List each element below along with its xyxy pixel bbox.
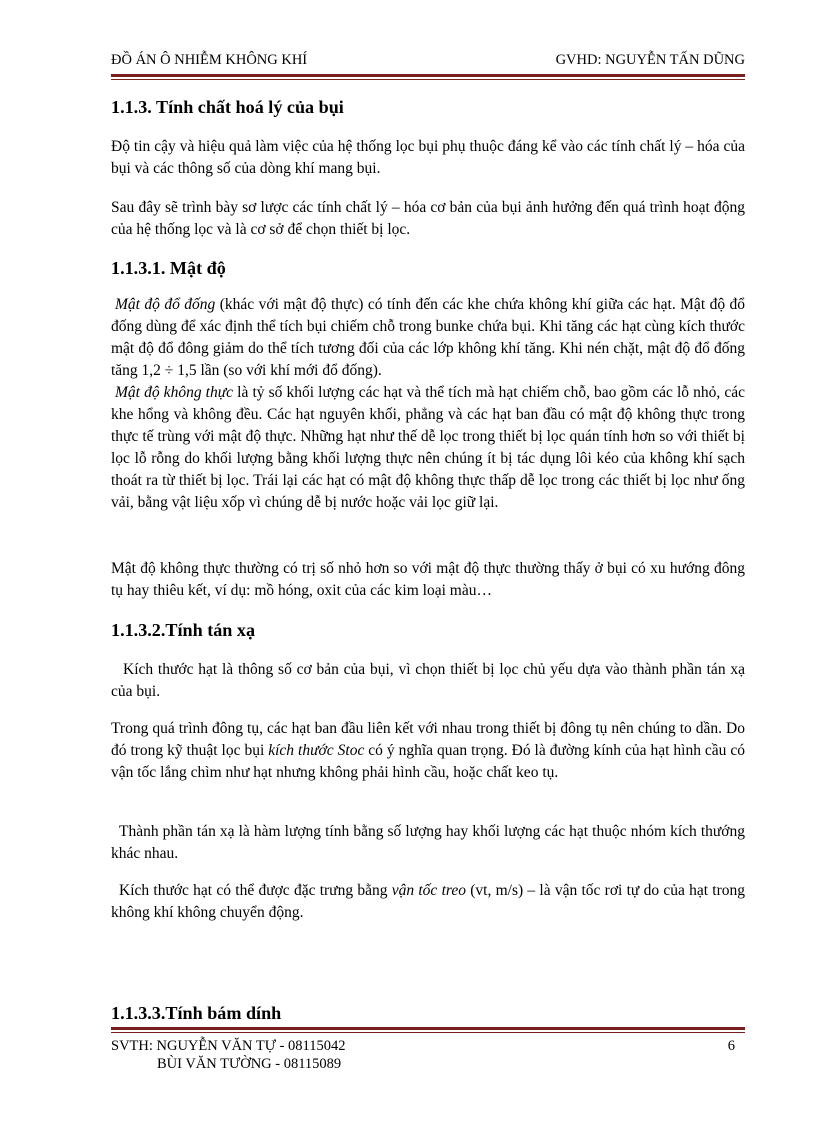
header-advisor: GVHD: NGUYỄN TẤN DŨNG [555,52,745,68]
page-number: 6 [727,1038,735,1054]
term-apparent-density: Mật độ không thực [115,384,234,401]
page-header [111,52,745,72]
footer-rule [111,1027,745,1030]
section-heading-1-1-3: 1.1.3. Tính chất hoá lý của bụi [111,97,344,117]
paragraph-5: Mật độ không thực thường có trị số nhỏ hơn so với mật độ thực thường thấy ở bụi có xu hướng đông tụ hay thiêu kết, ví dụ: mồ hóng, oxit của các kim loại màu… [111,560,745,599]
paragraph-4: Mật độ không thực là tỷ số khối lượng các hạt và thể tích mà hạt chiếm chỗ, bao gồm các lỗ nhỏ, các khe hổng và không đều. Các hạt nguyên khối, phẳng và các hạt ban đầu có mật độ không thực trong thực tế trùng với mật độ thực. Những hạt như thế dễ lọc trong thiết bị lọc quán tính hơn so với thiết bị lọc lỗ rỗng do khối lượng bằng khối lượng thực nên chúng ít bị tác dụng lôi kéo của không khí sạch thoát ra từ thiết bị lọc. Trái lại các hạt có mật độ không thực thấp dễ lọc trong các thiết bị lọc như ống vải, bằng vật liệu xốp vì chúng dễ bị nước hoặc vải lọc giữ lại. [111,384,745,511]
footer-student-2: BÙI VĂN TƯỜNG - 08115089 [157,1056,342,1072]
paragraph-2: Sau đây sẽ trình bày sơ lược các tính chất lý – hóa cơ bản của bụi ảnh hưởng đến quá trình hoạt động của hệ thống lọc và là cơ sở để chọn thiết bị lọc. [111,199,745,238]
section-heading-1-1-3-2: 1.1.3.2.Tính tán xạ [111,620,256,640]
section-heading-1-1-3-1: 1.1.3.1. Mật độ [111,258,226,278]
paragraph-9: Kích thước hạt có thể được đặc trưng bằng vận tốc treo (vt, m/s) – là vận tốc rơi tự do của hạt trong không khí không chuyển động. [111,882,746,921]
paragraph-3: Mật độ đổ đống (khác với mật độ thực) có tính đến các khe chứa không khí giữa các hạt. Mật độ đổ đống dùng để xác định thể tích bụi chiếm chỗ trong bunke chứa bụi. Khi tăng các hạt cùng kích thước mật độ đổ đông giảm do thể tích tương đối của các lớp không khí tăng. Khi nén chặt, mật độ đổ đống tăng 1,2 ÷ 1,5 lần (so với khí mới đổ đống). [111,296,746,379]
paragraph-1: Độ tin cậy và hiệu quả làm việc của hệ thống lọc bụi phụ thuộc đáng kể vào các tính chất lý – hóa của bụi và các thông số của dòng khí mang bụi. [111,138,745,177]
footer-rule-thin [111,1032,745,1033]
paragraph-8: Thành phần tán xạ là hàm lượng tính bằng số lượng hay khối lượng các hạt thuộc nhóm kích thướng khác nhau. [111,823,745,862]
header-rule-thin [111,79,745,80]
paragraph-6: Kích thước hạt là thông số cơ bản của bụi, vì chọn thiết bị lọc chủ yếu dựa vào thành phần tán xạ của bụi. [111,661,745,700]
header-title: ĐỒ ÁN Ô NHIỄM KHÔNG KHÍ [111,52,308,68]
term-suspension-velocity: vận tốc treo [391,882,466,899]
section-heading-1-1-3-3: 1.1.3.3.Tính bám dính [111,1003,282,1023]
header-rule [111,74,745,77]
paragraph-7: Trong quá trình đông tụ, các hạt ban đầu liên kết với nhau trong thiết bị đông tụ nên chúng to dần. Do đó trong kỹ thuật lọc bụi kích thước Stoc có ý nghĩa quan trọng. Đó là đường kính của hạt hình cầu có vận tốc lắng chìm như hạt nhưng không phải hình cầu, hoặc chất keo tụ. [111,720,746,781]
term-stokes-size: kích thước Stoc [268,742,365,759]
term-bulk-density: Mật độ đổ đống [115,296,216,313]
footer-student-1: SVTH: NGUYỄN VĂN TỰ - 08115042 [111,1038,346,1054]
